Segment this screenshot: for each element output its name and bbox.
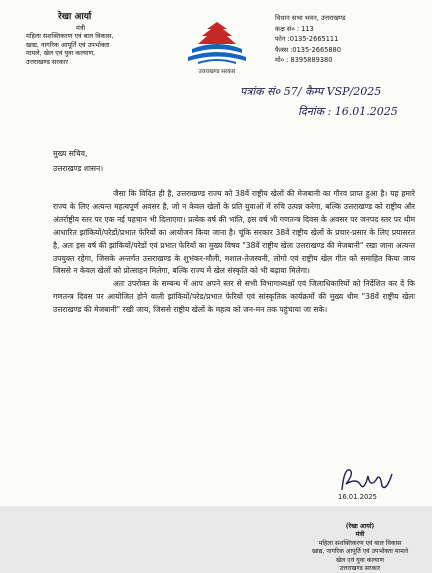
sender-portfolio-line: मामले, खेल एवं युवा कल्याण, — [26, 49, 96, 58]
contact-mobile: मो० : 8395889380 — [275, 56, 333, 64]
signatory-portfolio-line: खाद्य, नागरिक आपूर्ति एवं उपभोक्ता मामले — [311, 548, 409, 556]
sender-name: रेखा आर्या — [58, 12, 92, 22]
sender-portfolio-line: खाद्य, नागरिक आपूर्ति एवं उपभोक्ता — [26, 40, 110, 49]
addressee — [53, 146, 103, 176]
emblem-caption: उत्तराखण्ड सरकार — [198, 69, 236, 75]
contact-phone: फोन :0135-2665111 — [275, 35, 339, 43]
addressee-line: मुख्य सचिव, — [53, 149, 88, 158]
contact-fax: फैक्स :0135-2665880 — [275, 45, 341, 54]
reference-number: पत्रांक सं० 57/ कैम्प VSP/2025 — [240, 85, 382, 98]
body-paragraph: जैसा कि विदित ही है, उत्तराखण्ड राज्य को 38वें राष्ट्रीय खेलों की मेजबानी का गौरव प्राप्त हुआ है। यह हमारे राज्य के लिए अत्यन्त महत्वपूर्ण अवसर है, जो न केवल खेलों के प्रति युवाओं में रुचि उत्पन्न करेगा, बल्कि उत्तराखण्ड को राष्ट्रीय और अंतर्राष्ट्रीय स्तर पर एक नई पहचान भी दिलाएगा। प्रत्येक वर्ष की भांति, इस वर्ष भी गणतन्त्र दिवस के अवसर पर जनपद स्तर पर थीम आधारित झांकियों/परेडों/प्रभात फेरियों का आयोजन किया जाना है। चूंकि सरकार 38वें राष्ट्रीय खेलों के प्रचार-प्रसार के लिए प्रयासरत है, अतः इस वर्ष की झांकियों/परेडों एवं प्रभात फेरियों का मुख्य विषय "38वें राष्ट्रीय खेलः उत्तराखण्ड की मेजबानी" रखा जाना अत्यन्त उपयुक्त रहेगा, जिसके अन्तर्गत उत्तराखण्ड के शुभंकर-मौली, मशाल-तेजस्वनी, लोगो एवं राष्ट्रीय खेल गीत को समाहित किया जाय जिससे न केवल खेलों को प्रोत्साहन मिलेगा, बल्कि राज्य में खेल संस्कृति को भी बढ़ावा मिलेगा। — [53, 189, 415, 276]
signatory-role: मंत्री — [355, 531, 365, 539]
signature-date: 16.01.2025 — [338, 493, 377, 501]
contact-address: विधान सभा भवन, उत्तराखण्ड — [275, 14, 346, 22]
addressee-line: उत्तराखण्ड शासन। — [53, 164, 104, 173]
sender-portfolio-line: महिला सशक्तिकरण एवं बाल विकास, — [26, 32, 114, 41]
body-paragraph: अतः उपरोक्त के सम्बन्ध में आप अपने स्तर से सभी विभागाध्यक्षों एवं जिलाधिकारियों को निर्देशित कर दें कि गणतन्त्र दिवस पर आयोजित होने वाली झांकियों/परेड/प्रभात फेरियों एवं सांस्कृतिक कार्यक्रमों की मुख्य थीम "38वें राष्ट्रीय खेलः उत्तराखण्ड की मेजबानी" रखी जाय, जिससे राष्ट्रीय खेलों के महत्व को जन-मन तक पहुंचाया जा सके। — [53, 279, 415, 315]
signatory-portfolio-line: खेल एवं युवा कल्याण — [336, 556, 384, 564]
sender-portfolio-line: उत्तराखण्ड सरकार — [26, 57, 69, 66]
signatory-name: (रेखा आर्या) — [345, 523, 375, 530]
sender-header — [26, 13, 186, 67]
signatory-portfolio-line: उत्तराखण्ड सरकार — [339, 565, 381, 573]
contact-room: कक्ष सं० : 113 — [275, 24, 314, 33]
signatory-portfolio-line: महिला सशक्तिकरण एवं बाल विकास — [318, 539, 402, 547]
signature-block — [300, 523, 420, 573]
letter-date: दिनांक : 16.01.2025 — [298, 105, 398, 118]
letter-body — [53, 188, 415, 317]
uttarakhand-emblem-icon — [178, 19, 256, 79]
sender-role: मंत्री — [76, 23, 86, 32]
contact-header — [275, 13, 425, 66]
